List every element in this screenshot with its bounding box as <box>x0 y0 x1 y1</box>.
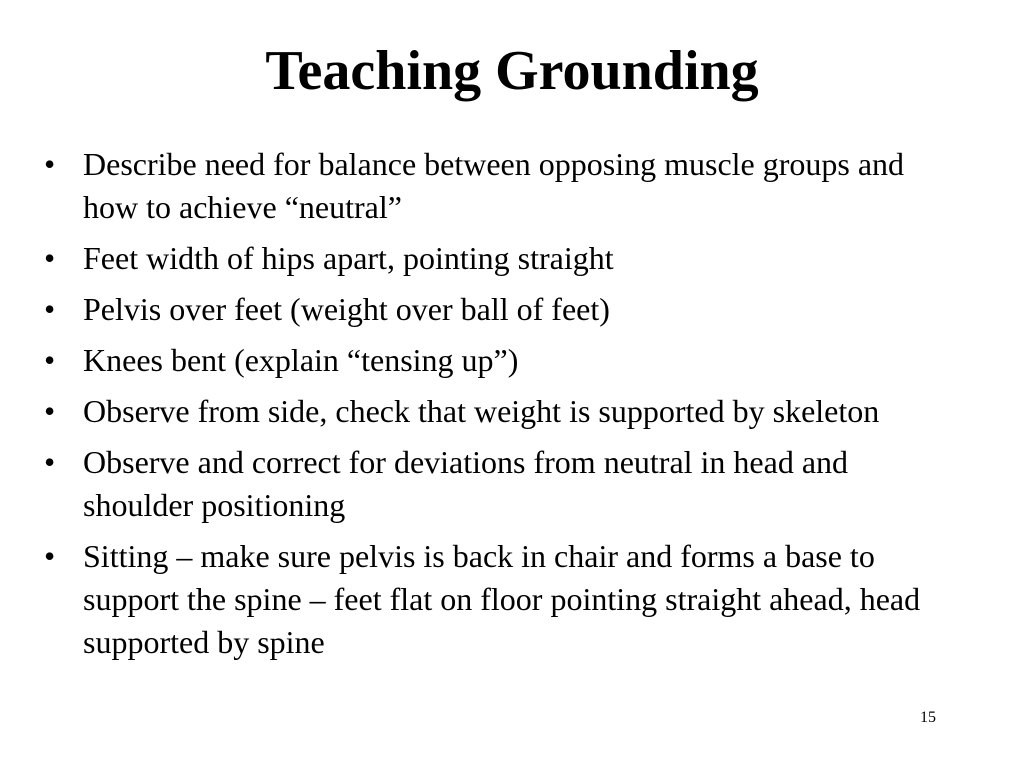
bullet-item <box>44 339 944 382</box>
bullet-text: Observe and correct for deviations from neutral in head and shoulder positioning <box>83 444 849 523</box>
bullet-item <box>44 390 944 433</box>
bullet-item <box>44 143 944 229</box>
bullet-text: Feet width of hips apart, pointing straight <box>83 240 614 276</box>
bullet-text: Observe from side, check that weight is supported by skeleton <box>83 393 880 429</box>
bullet-text: Describe need for balance between opposing muscle groups and how to achieve “neutral” <box>83 146 905 225</box>
bullet-dot-icon: • <box>44 291 56 327</box>
bullet-dot-icon: • <box>44 342 56 378</box>
bullet-dot-icon: • <box>44 146 56 182</box>
bullet-text: Sitting – make sure pelvis is back in chair and forms a base to support the spine – feet flat on floor pointing straight ahead, head supported by spine <box>83 538 921 660</box>
bullet-text: Knees bent (explain “tensing up”) <box>83 342 519 378</box>
bullet-dot-icon: • <box>44 538 56 574</box>
bullet-item <box>44 441 944 527</box>
page-number: 15 <box>920 709 936 726</box>
bullet-item <box>44 237 944 280</box>
bullet-item <box>44 535 944 664</box>
bullet-item <box>44 288 944 331</box>
bullet-dot-icon: • <box>44 393 56 429</box>
bullet-dot-icon: • <box>44 240 56 276</box>
slide-title: Teaching Grounding <box>265 40 759 102</box>
bullet-dot-icon: • <box>44 444 56 480</box>
bullet-text: Pelvis over feet (weight over ball of feet) <box>83 291 610 327</box>
bullet-list <box>44 143 944 672</box>
